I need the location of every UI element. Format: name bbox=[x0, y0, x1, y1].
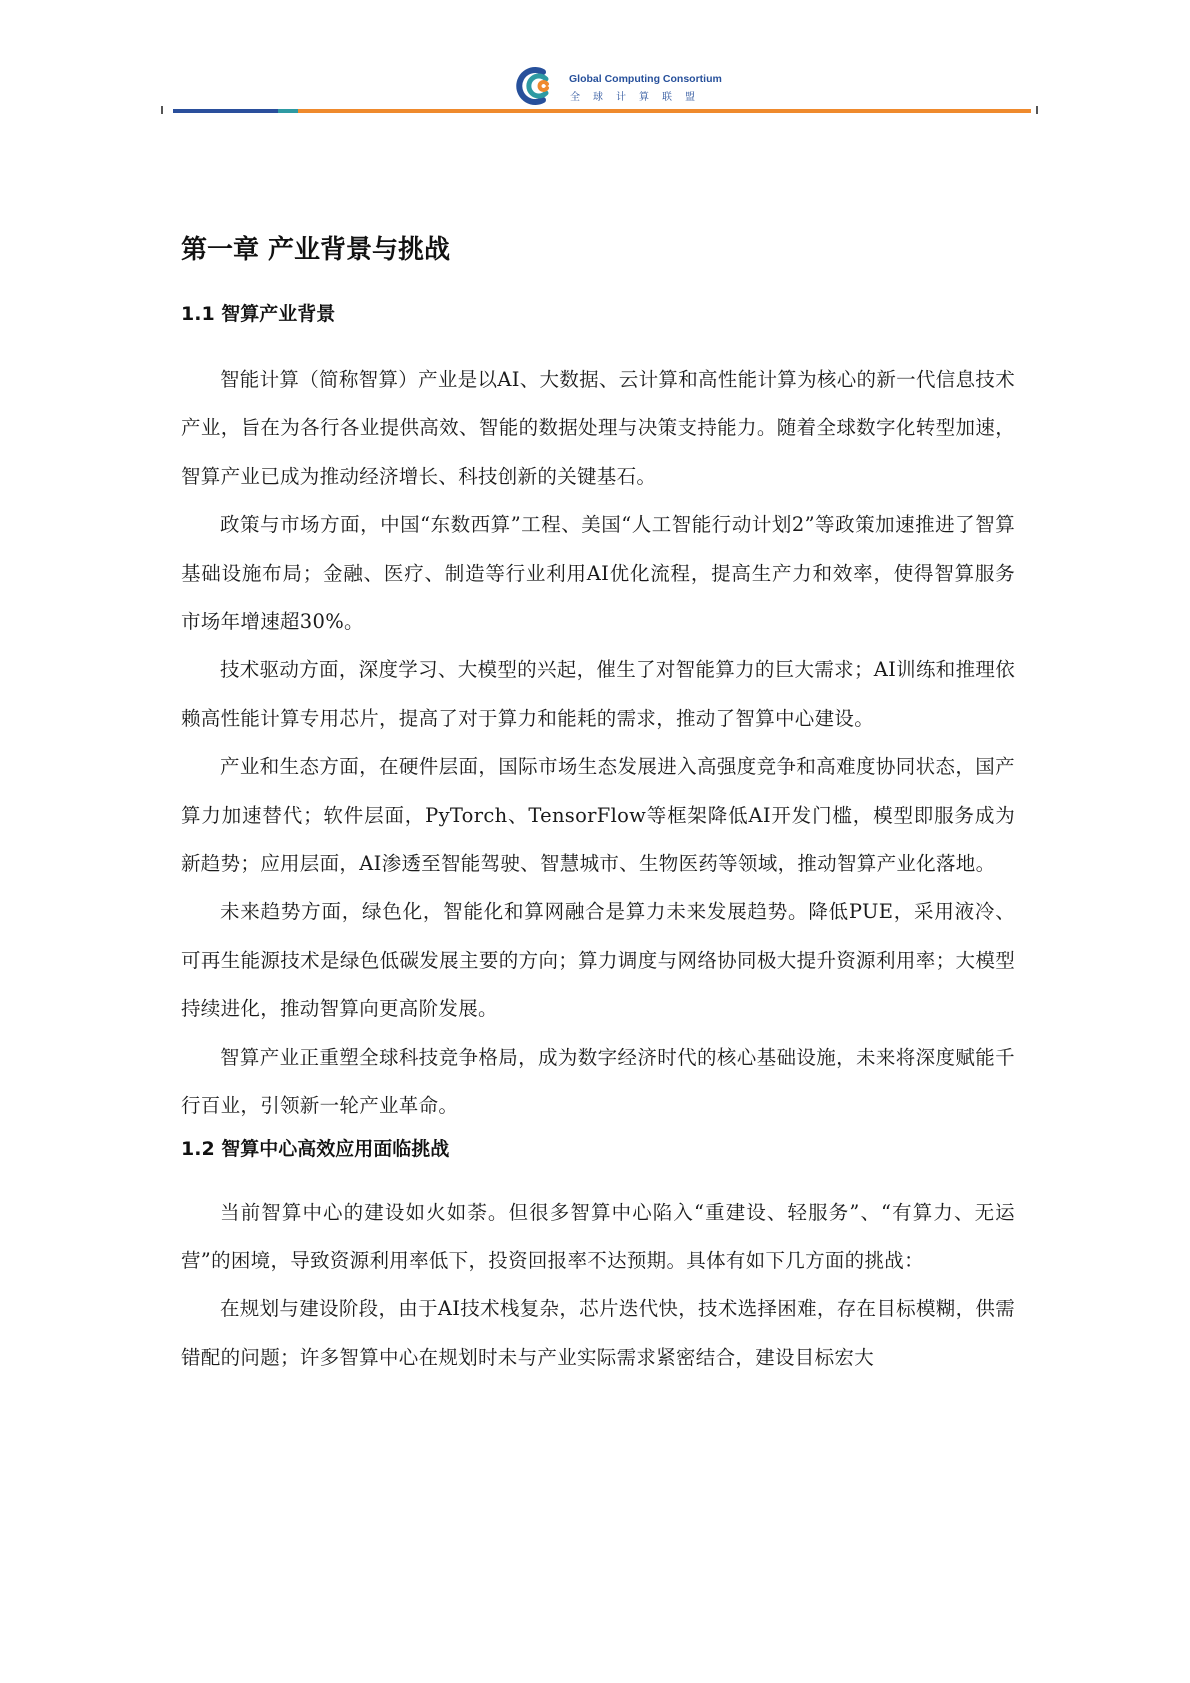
header-rule-orange-segment bbox=[298, 109, 1031, 113]
section-title-1-2: 1.2 智算中心高效应用面临挑战 bbox=[181, 1137, 450, 1160]
paragraph: 智算产业正重塑全球科技竞争格局，成为数字经济时代的核心基础设施，未来将深度赋能千行百业，引领新一轮产业革命。 bbox=[181, 1045, 1015, 1118]
logo-english-name: Global Computing Consortium bbox=[569, 73, 722, 85]
section-title-1-1: 1.1 智算产业背景 bbox=[181, 303, 336, 325]
chapter-title: 第一章 产业背景与挑战 bbox=[181, 235, 451, 265]
document-body bbox=[181, 226, 1015, 1382]
paragraph: 未来趋势方面，绿色化，智能化和算网融合是算力未来发展趋势。降低PUE，采用液冷、可再生能源技术是绿色低碳发展主要的方向；算力调度与网络协同极大提升资源利用率；大模型持续进化，推动智算向更高阶发展。 bbox=[181, 900, 1015, 1021]
header-rule-blue-segment bbox=[173, 109, 278, 113]
logo-chinese-name: 全球计算联盟 bbox=[570, 92, 708, 103]
gcc-logo-icon bbox=[513, 66, 557, 106]
paragraph: 政策与市场方面，中国“东数西算”工程、美国“人工智能行动计划2”等政策加速推进了智算基础设施布局；金融、医疗、制造等行业利用AI优化流程，提高生产力和效率，使得智算服务市场年增速超30%。 bbox=[181, 513, 1015, 634]
header-rule-right-tick bbox=[1036, 106, 1038, 114]
header-rule-left-tick bbox=[161, 106, 163, 114]
header-rule bbox=[173, 109, 1031, 113]
paragraph: 当前智算中心的建设如火如荼。但很多智算中心陷入“重建设、轻服务”、“有算力、无运营”的困境，导致资源利用率低下，投资回报率不达预期。具体有如下几方面的挑战： bbox=[181, 1200, 1015, 1272]
paragraph: 产业和生态方面，在硬件层面，国际市场生态发展进入高强度竞争和高难度协同状态，国产算力加速替代；软件层面，PyTorch、TensorFlow等框架降低AI开发门槛，模型即服务成为新趋势；应用层面，AI渗透至智能驾驶、智慧城市、生物医药等领域，推动智算产业化落地。 bbox=[181, 755, 1015, 876]
header-rule-teal-segment bbox=[278, 109, 298, 113]
gcc-logo bbox=[513, 66, 722, 106]
page-header bbox=[0, 0, 1190, 120]
paragraph: 智能计算（简称智算）产业是以AI、大数据、云计算和高性能计算为核心的新一代信息技术产业，旨在为各行各业提供高效、智能的数据处理与决策支持能力。随着全球数字化转型加速，智算产业已成为推动经济增长、科技创新的关键基石。 bbox=[181, 368, 1015, 488]
paragraph: 在规划与建设阶段，由于AI技术栈复杂，芯片迭代快，技术选择困难，存在目标模糊，供需错配的问题；许多智算中心在规划时未与产业实际需求紧密结合，建设目标宏大 bbox=[181, 1297, 1015, 1369]
paragraph: 技术驱动方面，深度学习、大模型的兴起，催生了对智能算力的巨大需求；AI训练和推理依赖高性能计算专用芯片，提高了对于算力和能耗的需求，推动了智算中心建设。 bbox=[181, 658, 1015, 730]
